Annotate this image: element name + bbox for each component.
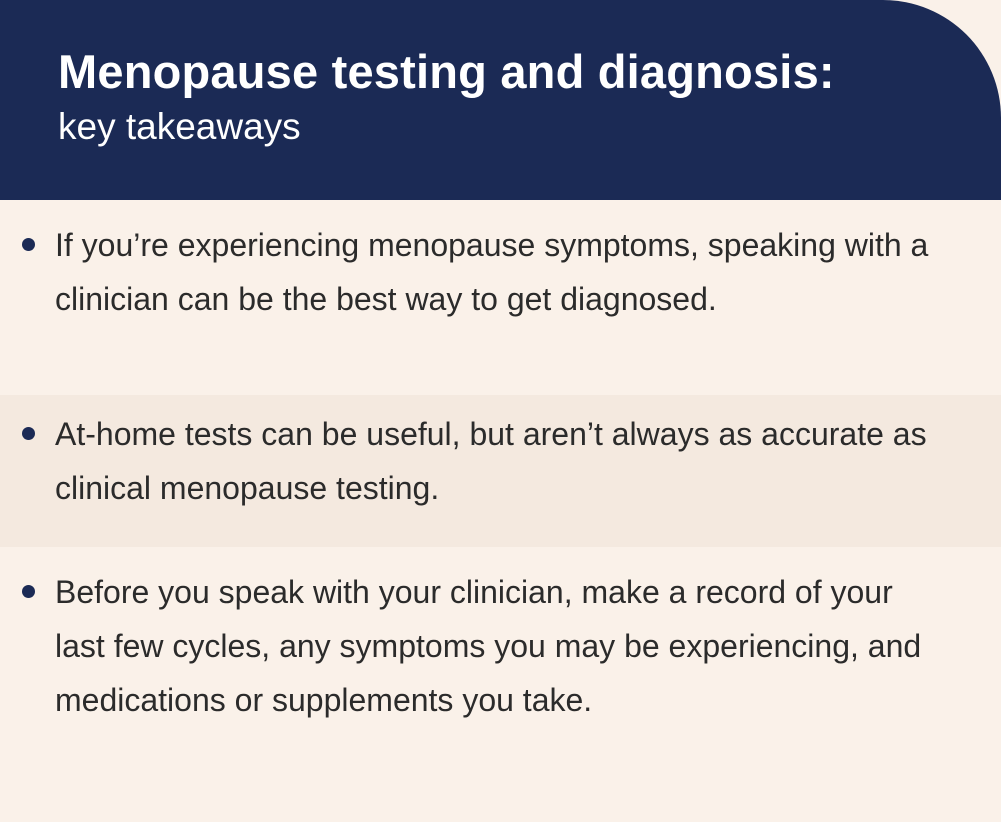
- card-subtitle: key takeaways: [58, 106, 301, 147]
- bullet-dot-icon: [22, 585, 35, 598]
- bullet-dot-icon: [22, 427, 35, 440]
- takeaway-item: [0, 395, 1001, 547]
- takeaway-text: At-home tests can be useful, but aren’t always as accurate as clinical menopause testing.: [55, 416, 927, 506]
- bullet-dot-icon: [22, 238, 35, 251]
- takeaway-text: Before you speak with your clinician, make a record of your last few cycles, any symptoms you may be experiencing, and medications or supplements you take.: [55, 574, 922, 718]
- card-title: Menopause testing and diagnosis:: [58, 45, 835, 98]
- takeaway-text: If you’re experiencing menopause symptoms, speaking with a clinician can be the best way to get diagnosed.: [55, 227, 929, 317]
- takeaway-item: [0, 547, 1001, 822]
- card-header: [0, 0, 1001, 200]
- takeaway-item: [0, 200, 1001, 395]
